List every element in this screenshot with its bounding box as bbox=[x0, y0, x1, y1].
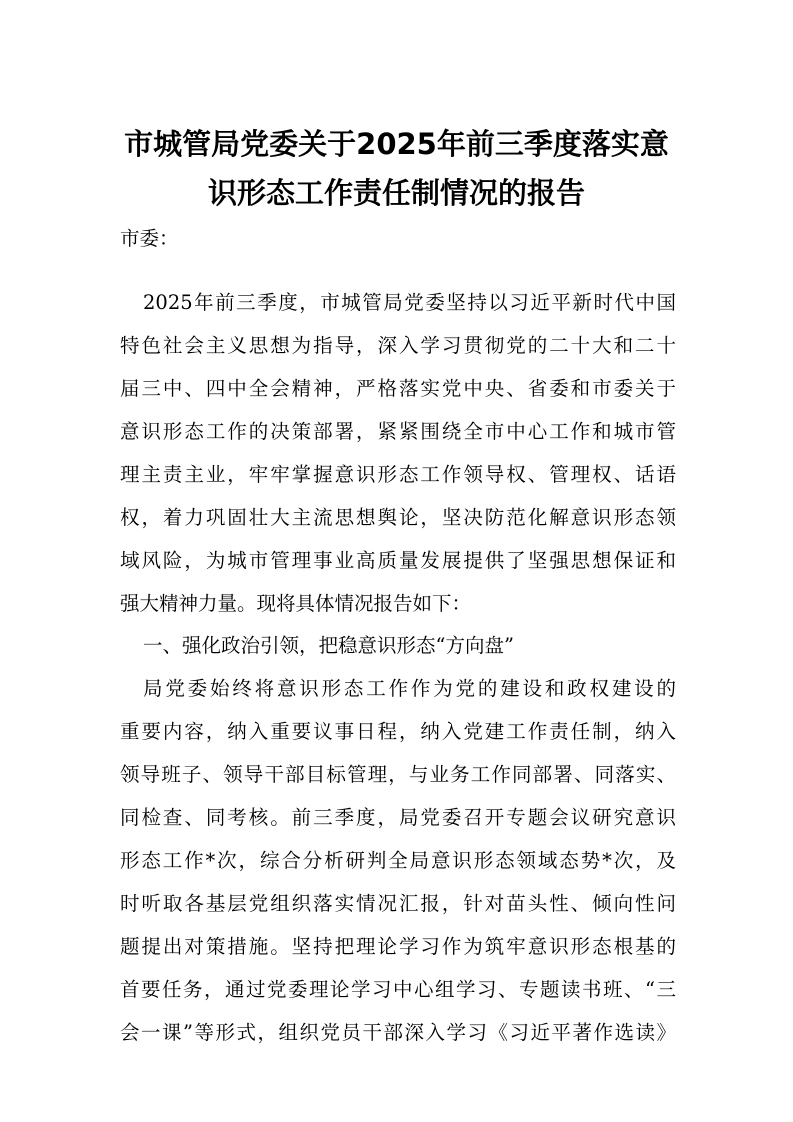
document-title-line-1: 市城管局党委关于2025年前三季度落实意 bbox=[124, 127, 669, 161]
paragraph-line: 2025年前三季度，市城管局党委坚持以习近平新时代中国 bbox=[143, 291, 676, 314]
paragraph-line: 届三中、四中全会精神，严格落实党中央、省委和市委关于 bbox=[120, 377, 676, 400]
paragraph-line: 领导班子、领导干部目标管理，与业务工作同部署、同落实、 bbox=[120, 763, 676, 786]
section-heading: 一、强化政治引领，把稳意识形态“方向盘” bbox=[143, 634, 514, 657]
paragraph-line: 局党委始终将意识形态工作作为党的建设和政权建设的 bbox=[143, 677, 676, 700]
paragraph-line: 域风险，为城市管理事业高质量发展提供了坚强思想保证和 bbox=[120, 549, 676, 572]
paragraph-line: 意识形态工作的决策部署，紧紧围绕全市中心工作和城市管 bbox=[120, 420, 676, 443]
paragraph-line: 强大精神力量。现将具体情况报告如下： bbox=[120, 592, 472, 615]
document-title-line-2: 识形态工作责任制情况的报告 bbox=[207, 176, 585, 210]
paragraph-line: 会一课”等形式，组织党员干部深入学习《习近平著作选读》 bbox=[120, 1021, 676, 1044]
paragraph-line: 理主责主业，牢牢掌握意识形态工作领导权、管理权、话语 bbox=[120, 463, 676, 486]
paragraph-line: 时听取各基层党组织落实情况汇报，针对苗头性、倾向性问 bbox=[120, 892, 676, 915]
paragraph-line: 重要内容，纳入重要议事日程，纳入党建工作责任制，纳入 bbox=[120, 720, 676, 743]
paragraph-line: 特色社会主义思想为指导，深入学习贯彻党的二十大和二十 bbox=[120, 334, 676, 357]
paragraph-line: 形态工作*次，综合分析研判全局意识形态领域态势*次，及 bbox=[120, 849, 676, 872]
paragraph-line: 题提出对策措施。坚持把理论学习作为筑牢意识形态根基的 bbox=[120, 935, 676, 958]
salutation: 市委： bbox=[120, 227, 179, 250]
paragraph-line: 权，着力巩固壮大主流思想舆论，坚决防范化解意识形态领 bbox=[120, 506, 676, 529]
paragraph-line: 首要任务，通过党委理论学习中心组学习、专题读书班、“三 bbox=[120, 978, 676, 1001]
paragraph-line: 同检查、同考核。前三季度，局党委召开专题会议研究意识 bbox=[120, 806, 676, 829]
